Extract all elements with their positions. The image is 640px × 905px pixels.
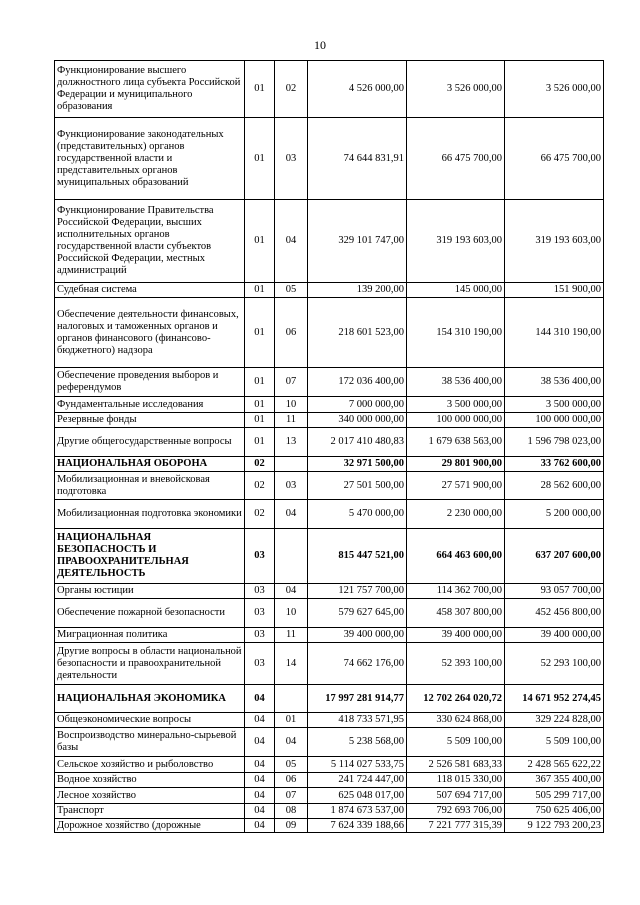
row-name-cell: Лесное хозяйство — [55, 788, 245, 804]
row-name-cell: Функционирование законодательных (представительных) органов государственной власти и представительных органов муниципальных образований — [55, 118, 245, 200]
subsection-code-cell: 11 — [275, 413, 308, 428]
section-code-cell: 01 — [245, 298, 275, 368]
amount-cell-3: 28 562 600,00 — [505, 472, 604, 500]
section-code-cell: 04 — [245, 728, 275, 757]
table-row — [55, 819, 604, 833]
subsection-code-cell: 04 — [275, 728, 308, 757]
amount-cell-2: 52 393 100,00 — [407, 643, 505, 685]
row-name-cell: Воспроизводство минерально-сырьевой базы — [55, 728, 245, 757]
row-name-cell: НАЦИОНАЛЬНАЯ ОБОРОНА — [55, 457, 245, 472]
amount-cell-3: 329 224 828,00 — [505, 713, 604, 728]
amount-cell-1: 121 757 700,00 — [308, 584, 407, 599]
subsection-code-cell: 06 — [275, 773, 308, 788]
table-row — [55, 298, 604, 368]
amount-cell-1: 5 238 568,00 — [308, 728, 407, 757]
amount-cell-2: 792 693 706,00 — [407, 804, 505, 819]
amount-cell-2: 507 694 717,00 — [407, 788, 505, 804]
table-row — [55, 368, 604, 397]
row-name-cell: Обеспечение проведения выборов и референдумов — [55, 368, 245, 397]
amount-cell-1: 39 400 000,00 — [308, 628, 407, 643]
amount-cell-3: 33 762 600,00 — [505, 457, 604, 472]
table-row — [55, 713, 604, 728]
table-row — [55, 118, 604, 200]
table-row — [55, 283, 604, 298]
amount-cell-3: 637 207 600,00 — [505, 529, 604, 584]
budget-table-body — [55, 61, 604, 833]
subsection-code-cell: 03 — [275, 472, 308, 500]
subsection-code-cell: 04 — [275, 584, 308, 599]
table-row — [55, 804, 604, 819]
row-name-cell: Функционирование высшего должностного лица субъекта Российской Федерации и муниципального образования — [55, 61, 245, 118]
row-name-cell: Мобилизационная подготовка экономики — [55, 500, 245, 529]
amount-cell-1: 218 601 523,00 — [308, 298, 407, 368]
row-name-cell: Обеспечение деятельности финансовых, налоговых и таможенных органов и органов финансового (финансово-бюджетного) надзора — [55, 298, 245, 368]
amount-cell-1: 74 662 176,00 — [308, 643, 407, 685]
section-code-cell: 04 — [245, 757, 275, 773]
subsection-code-cell — [275, 685, 308, 713]
amount-cell-3: 9 122 793 200,23 — [505, 819, 604, 833]
section-code-cell: 03 — [245, 628, 275, 643]
subsection-code-cell: 10 — [275, 397, 308, 413]
amount-cell-3: 750 625 406,00 — [505, 804, 604, 819]
amount-cell-3: 5 200 000,00 — [505, 500, 604, 529]
amount-cell-1: 2 017 410 480,83 — [308, 428, 407, 457]
table-row — [55, 500, 604, 529]
subsection-code-cell — [275, 457, 308, 472]
section-code-cell: 01 — [245, 200, 275, 283]
amount-cell-1: 329 101 747,00 — [308, 200, 407, 283]
table-row — [55, 599, 604, 628]
subsection-code-cell: 08 — [275, 804, 308, 819]
section-code-cell: 01 — [245, 428, 275, 457]
amount-cell-1: 139 200,00 — [308, 283, 407, 298]
section-code-cell: 04 — [245, 685, 275, 713]
subsection-code-cell: 13 — [275, 428, 308, 457]
amount-cell-3: 66 475 700,00 — [505, 118, 604, 200]
amount-cell-2: 2 230 000,00 — [407, 500, 505, 529]
amount-cell-2: 114 362 700,00 — [407, 584, 505, 599]
budget-table — [54, 60, 604, 833]
amount-cell-3: 3 500 000,00 — [505, 397, 604, 413]
amount-cell-2: 118 015 330,00 — [407, 773, 505, 788]
row-name-cell: Сельское хозяйство и рыболовство — [55, 757, 245, 773]
amount-cell-1: 241 724 447,00 — [308, 773, 407, 788]
section-code-cell: 02 — [245, 457, 275, 472]
row-name-cell: Резервные фонды — [55, 413, 245, 428]
amount-cell-3: 3 526 000,00 — [505, 61, 604, 118]
subsection-code-cell: 14 — [275, 643, 308, 685]
subsection-code-cell: 03 — [275, 118, 308, 200]
amount-cell-1: 418 733 571,95 — [308, 713, 407, 728]
table-row — [55, 788, 604, 804]
amount-cell-3: 367 355 400,00 — [505, 773, 604, 788]
amount-cell-3: 14 671 952 274,45 — [505, 685, 604, 713]
section-code-cell: 01 — [245, 413, 275, 428]
table-row — [55, 584, 604, 599]
row-name-cell: Органы юстиции — [55, 584, 245, 599]
amount-cell-1: 74 644 831,91 — [308, 118, 407, 200]
row-name-cell: Миграционная политика — [55, 628, 245, 643]
section-code-cell: 02 — [245, 500, 275, 529]
section-code-cell: 04 — [245, 819, 275, 833]
section-code-cell: 01 — [245, 368, 275, 397]
row-name-cell: НАЦИОНАЛЬНАЯ БЕЗОПАСНОСТЬ И ПРАВООХРАНИТЕЛЬНАЯ ДЕЯТЕЛЬНОСТЬ — [55, 529, 245, 584]
table-row — [55, 472, 604, 500]
amount-cell-3: 2 428 565 622,22 — [505, 757, 604, 773]
section-code-cell: 01 — [245, 283, 275, 298]
table-row — [55, 628, 604, 643]
amount-cell-3: 100 000 000,00 — [505, 413, 604, 428]
amount-cell-2: 458 307 800,00 — [407, 599, 505, 628]
row-name-cell: Дорожное хозяйство (дорожные — [55, 819, 245, 833]
amount-cell-2: 330 624 868,00 — [407, 713, 505, 728]
amount-cell-1: 32 971 500,00 — [308, 457, 407, 472]
section-code-cell: 04 — [245, 788, 275, 804]
amount-cell-3: 39 400 000,00 — [505, 628, 604, 643]
amount-cell-2: 3 500 000,00 — [407, 397, 505, 413]
amount-cell-3: 144 310 190,00 — [505, 298, 604, 368]
table-row — [55, 643, 604, 685]
table-row — [55, 413, 604, 428]
section-code-cell: 03 — [245, 599, 275, 628]
section-code-cell: 03 — [245, 529, 275, 584]
amount-cell-3: 52 293 100,00 — [505, 643, 604, 685]
amount-cell-2: 38 536 400,00 — [407, 368, 505, 397]
subsection-code-cell: 04 — [275, 500, 308, 529]
section-code-cell: 01 — [245, 61, 275, 118]
subsection-code-cell: 10 — [275, 599, 308, 628]
amount-cell-1: 27 501 500,00 — [308, 472, 407, 500]
row-name-cell: Судебная система — [55, 283, 245, 298]
row-name-cell: Другие общегосударственные вопросы — [55, 428, 245, 457]
amount-cell-2: 66 475 700,00 — [407, 118, 505, 200]
subsection-code-cell: 11 — [275, 628, 308, 643]
table-row — [55, 428, 604, 457]
section-code-cell: 04 — [245, 773, 275, 788]
table-row — [55, 397, 604, 413]
amount-cell-2: 154 310 190,00 — [407, 298, 505, 368]
amount-cell-3: 1 596 798 023,00 — [505, 428, 604, 457]
amount-cell-2: 5 509 100,00 — [407, 728, 505, 757]
row-name-cell: Обеспечение пожарной безопасности — [55, 599, 245, 628]
amount-cell-2: 100 000 000,00 — [407, 413, 505, 428]
subsection-code-cell: 05 — [275, 283, 308, 298]
table-row — [55, 773, 604, 788]
table-row — [55, 728, 604, 757]
subsection-code-cell: 05 — [275, 757, 308, 773]
amount-cell-3: 93 057 700,00 — [505, 584, 604, 599]
section-code-cell: 04 — [245, 713, 275, 728]
row-name-cell: Общеэкономические вопросы — [55, 713, 245, 728]
amount-cell-1: 7 624 339 188,66 — [308, 819, 407, 833]
amount-cell-2: 664 463 600,00 — [407, 529, 505, 584]
amount-cell-3: 319 193 603,00 — [505, 200, 604, 283]
section-code-cell: 01 — [245, 397, 275, 413]
row-name-cell: Функционирование Правительства Российской Федерации, высших исполнительных органов государственной власти субъектов Российской Федерации, местных администраций — [55, 200, 245, 283]
subsection-code-cell: 07 — [275, 788, 308, 804]
section-code-cell: 03 — [245, 643, 275, 685]
amount-cell-1: 5 470 000,00 — [308, 500, 407, 529]
amount-cell-1: 340 000 000,00 — [308, 413, 407, 428]
amount-cell-1: 1 874 673 537,00 — [308, 804, 407, 819]
subsection-code-cell: 06 — [275, 298, 308, 368]
amount-cell-2: 3 526 000,00 — [407, 61, 505, 118]
row-name-cell: Другие вопросы в области национальной безопасности и правоохранительной деятельности — [55, 643, 245, 685]
subsection-code-cell: 09 — [275, 819, 308, 833]
amount-cell-1: 17 997 281 914,77 — [308, 685, 407, 713]
table-row — [55, 757, 604, 773]
table-row — [55, 685, 604, 713]
row-name-cell: Транспорт — [55, 804, 245, 819]
subsection-code-cell: 07 — [275, 368, 308, 397]
table-row — [55, 61, 604, 118]
row-name-cell: НАЦИОНАЛЬНАЯ ЭКОНОМИКА — [55, 685, 245, 713]
subsection-code-cell: 04 — [275, 200, 308, 283]
table-row — [55, 200, 604, 283]
amount-cell-3: 151 900,00 — [505, 283, 604, 298]
amount-cell-1: 5 114 027 533,75 — [308, 757, 407, 773]
page-number: 10 — [314, 38, 326, 52]
amount-cell-1: 172 036 400,00 — [308, 368, 407, 397]
amount-cell-2: 12 702 264 020,72 — [407, 685, 505, 713]
table-row — [55, 457, 604, 472]
amount-cell-1: 7 000 000,00 — [308, 397, 407, 413]
amount-cell-1: 625 048 017,00 — [308, 788, 407, 804]
amount-cell-2: 39 400 000,00 — [407, 628, 505, 643]
section-code-cell: 01 — [245, 118, 275, 200]
amount-cell-2: 27 571 900,00 — [407, 472, 505, 500]
amount-cell-2: 1 679 638 563,00 — [407, 428, 505, 457]
table-row — [55, 529, 604, 584]
subsection-code-cell — [275, 529, 308, 584]
amount-cell-1: 4 526 000,00 — [308, 61, 407, 118]
amount-cell-2: 145 000,00 — [407, 283, 505, 298]
amount-cell-3: 38 536 400,00 — [505, 368, 604, 397]
row-name-cell: Мобилизационная и вневойсковая подготовка — [55, 472, 245, 500]
row-name-cell: Водное хозяйство — [55, 773, 245, 788]
amount-cell-2: 7 221 777 315,39 — [407, 819, 505, 833]
section-code-cell: 03 — [245, 584, 275, 599]
amount-cell-3: 505 299 717,00 — [505, 788, 604, 804]
row-name-cell: Фундаментальные исследования — [55, 397, 245, 413]
subsection-code-cell: 01 — [275, 713, 308, 728]
amount-cell-1: 815 447 521,00 — [308, 529, 407, 584]
amount-cell-1: 579 627 645,00 — [308, 599, 407, 628]
amount-cell-2: 319 193 603,00 — [407, 200, 505, 283]
amount-cell-3: 5 509 100,00 — [505, 728, 604, 757]
section-code-cell: 02 — [245, 472, 275, 500]
subsection-code-cell: 02 — [275, 61, 308, 118]
section-code-cell: 04 — [245, 804, 275, 819]
amount-cell-2: 2 526 581 683,33 — [407, 757, 505, 773]
amount-cell-2: 29 801 900,00 — [407, 457, 505, 472]
amount-cell-3: 452 456 800,00 — [505, 599, 604, 628]
